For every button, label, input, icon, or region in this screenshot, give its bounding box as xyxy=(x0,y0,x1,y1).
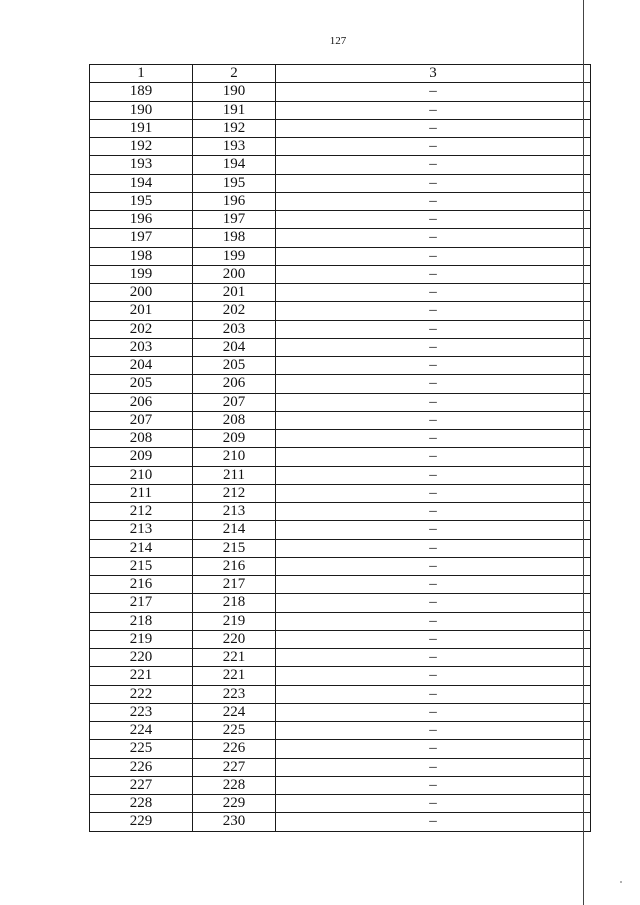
table-cell-col-3: – xyxy=(276,667,591,685)
table-cell-col-2: 224 xyxy=(193,703,276,721)
table-row xyxy=(90,667,591,685)
table-cell-col-2: 200 xyxy=(193,265,276,283)
table-cell-col-3: – xyxy=(276,448,591,466)
table-cell-col-2: 228 xyxy=(193,776,276,794)
table-cell-col-3: – xyxy=(276,612,591,630)
table-row xyxy=(90,393,591,411)
table-cell-col-2: 221 xyxy=(193,649,276,667)
table-cell-col-1: 220 xyxy=(90,649,193,667)
table-cell-col-3: – xyxy=(276,503,591,521)
table-row xyxy=(90,174,591,192)
table-row xyxy=(90,594,591,612)
table-row xyxy=(90,649,591,667)
table-cell-col-2: 217 xyxy=(193,576,276,594)
table-row xyxy=(90,211,591,229)
table-row xyxy=(90,375,591,393)
table-cell-col-1: 214 xyxy=(90,539,193,557)
table-cell-col-2: 213 xyxy=(193,503,276,521)
table-cell-col-3: – xyxy=(276,302,591,320)
table-cell-col-3: – xyxy=(276,411,591,429)
table-cell-col-1: 209 xyxy=(90,448,193,466)
column-header-1: 1 xyxy=(90,65,193,83)
table-cell-col-3: – xyxy=(276,320,591,338)
table-row xyxy=(90,722,591,740)
table-row xyxy=(90,229,591,247)
table-cell-col-2: 212 xyxy=(193,484,276,502)
table-cell-col-1: 219 xyxy=(90,630,193,648)
table-cell-col-3: – xyxy=(276,393,591,411)
table-cell-col-1: 210 xyxy=(90,466,193,484)
table-cell-col-1: 224 xyxy=(90,722,193,740)
table-cell-col-1: 216 xyxy=(90,576,193,594)
table-cell-col-2: 216 xyxy=(193,557,276,575)
table-cell-col-1: 212 xyxy=(90,503,193,521)
table-cell-col-1: 196 xyxy=(90,211,193,229)
table-cell-col-1: 199 xyxy=(90,265,193,283)
table-cell-col-1: 204 xyxy=(90,357,193,375)
table-cell-col-1: 200 xyxy=(90,284,193,302)
table-cell-col-2: 204 xyxy=(193,338,276,356)
table-row xyxy=(90,758,591,776)
table-row xyxy=(90,338,591,356)
table-cell-col-1: 227 xyxy=(90,776,193,794)
table-cell-col-1: 195 xyxy=(90,192,193,210)
table-cell-col-2: 207 xyxy=(193,393,276,411)
table-row xyxy=(90,813,591,831)
table-cell-col-2: 197 xyxy=(193,211,276,229)
table-row xyxy=(90,156,591,174)
table-cell-col-3: – xyxy=(276,466,591,484)
table-cell-col-1: 217 xyxy=(90,594,193,612)
table-row xyxy=(90,703,591,721)
table-row xyxy=(90,192,591,210)
table-cell-col-3: – xyxy=(276,338,591,356)
table-cell-col-2: 221 xyxy=(193,667,276,685)
table-cell-col-3: – xyxy=(276,649,591,667)
table-cell-col-3: – xyxy=(276,192,591,210)
table-cell-col-3: – xyxy=(276,521,591,539)
table-cell-col-3: – xyxy=(276,594,591,612)
table-cell-col-2: 230 xyxy=(193,813,276,831)
table-body xyxy=(90,65,591,832)
table-cell-col-1: 197 xyxy=(90,229,193,247)
table-cell-col-2: 220 xyxy=(193,630,276,648)
table-cell-col-3: – xyxy=(276,174,591,192)
table-cell-col-3: – xyxy=(276,557,591,575)
table-cell-col-2: 193 xyxy=(193,138,276,156)
table-cell-col-2: 198 xyxy=(193,229,276,247)
table-cell-col-2: 229 xyxy=(193,795,276,813)
scan-speck xyxy=(620,881,622,883)
table-cell-col-1: 191 xyxy=(90,119,193,137)
table-cell-col-3: – xyxy=(276,375,591,393)
table-row xyxy=(90,484,591,502)
table-cell-col-2: 192 xyxy=(193,119,276,137)
table-row xyxy=(90,83,591,101)
table-cell-col-2: 194 xyxy=(193,156,276,174)
table-cell-col-1: 226 xyxy=(90,758,193,776)
table-row xyxy=(90,247,591,265)
table-cell-col-3: – xyxy=(276,758,591,776)
table-cell-col-2: 215 xyxy=(193,539,276,557)
table-cell-col-3: – xyxy=(276,229,591,247)
table-row xyxy=(90,320,591,338)
table-row xyxy=(90,357,591,375)
scan-edge-line xyxy=(583,0,584,905)
table-row xyxy=(90,411,591,429)
table-cell-col-2: 206 xyxy=(193,375,276,393)
table-cell-col-2: 209 xyxy=(193,430,276,448)
table-cell-col-2: 210 xyxy=(193,448,276,466)
table-cell-col-2: 219 xyxy=(193,612,276,630)
table-cell-col-2: 214 xyxy=(193,521,276,539)
table-cell-col-1: 208 xyxy=(90,430,193,448)
table-row xyxy=(90,101,591,119)
table-cell-col-2: 199 xyxy=(193,247,276,265)
table-cell-col-1: 190 xyxy=(90,101,193,119)
table-row xyxy=(90,119,591,137)
table-cell-col-1: 215 xyxy=(90,557,193,575)
table-cell-col-2: 218 xyxy=(193,594,276,612)
page-number: 127 xyxy=(329,35,347,47)
table-cell-col-1: 225 xyxy=(90,740,193,758)
table-cell-col-3: – xyxy=(276,722,591,740)
table-cell-col-3: – xyxy=(276,284,591,302)
table-row xyxy=(90,630,591,648)
table-cell-col-2: 203 xyxy=(193,320,276,338)
table-row xyxy=(90,612,591,630)
table-cell-col-2: 223 xyxy=(193,685,276,703)
column-header-3: 3 xyxy=(276,65,591,83)
table-cell-col-3: – xyxy=(276,795,591,813)
table-cell-col-2: 211 xyxy=(193,466,276,484)
table-cell-col-2: 226 xyxy=(193,740,276,758)
table-cell-col-1: 221 xyxy=(90,667,193,685)
table-cell-col-1: 207 xyxy=(90,411,193,429)
table-cell-col-2: 201 xyxy=(193,284,276,302)
table-row xyxy=(90,284,591,302)
table-row xyxy=(90,740,591,758)
table-cell-col-2: 195 xyxy=(193,174,276,192)
table-cell-col-1: 218 xyxy=(90,612,193,630)
table-cell-col-3: – xyxy=(276,430,591,448)
table-cell-col-3: – xyxy=(276,156,591,174)
table-cell-col-2: 202 xyxy=(193,302,276,320)
table-cell-col-2: 225 xyxy=(193,722,276,740)
table-cell-col-3: – xyxy=(276,576,591,594)
table-cell-col-3: – xyxy=(276,265,591,283)
table-cell-col-3: – xyxy=(276,119,591,137)
table-cell-col-1: 213 xyxy=(90,521,193,539)
table-cell-col-3: – xyxy=(276,685,591,703)
table-row xyxy=(90,430,591,448)
table-row xyxy=(90,503,591,521)
table-row xyxy=(90,539,591,557)
table-row xyxy=(90,466,591,484)
table-cell-col-1: 206 xyxy=(90,393,193,411)
table-cell-col-1: 222 xyxy=(90,685,193,703)
table-cell-col-3: – xyxy=(276,776,591,794)
table-cell-col-3: – xyxy=(276,539,591,557)
table-cell-col-3: – xyxy=(276,813,591,831)
table-cell-col-1: 211 xyxy=(90,484,193,502)
table-cell-col-3: – xyxy=(276,83,591,101)
table-row xyxy=(90,795,591,813)
table-cell-col-2: 208 xyxy=(193,411,276,429)
column-header-2: 2 xyxy=(193,65,276,83)
table-row xyxy=(90,138,591,156)
table-row xyxy=(90,557,591,575)
table-cell-col-3: – xyxy=(276,138,591,156)
table-cell-col-1: 193 xyxy=(90,156,193,174)
table-cell-col-3: – xyxy=(276,211,591,229)
table-row xyxy=(90,265,591,283)
table-cell-col-1: 205 xyxy=(90,375,193,393)
table-cell-col-2: 205 xyxy=(193,357,276,375)
table-cell-col-3: – xyxy=(276,630,591,648)
table-cell-col-3: – xyxy=(276,247,591,265)
table-row xyxy=(90,302,591,320)
table-cell-col-1: 192 xyxy=(90,138,193,156)
table-cell-col-2: 190 xyxy=(193,83,276,101)
table-cell-col-1: 203 xyxy=(90,338,193,356)
table-cell-col-2: 196 xyxy=(193,192,276,210)
table-cell-col-2: 227 xyxy=(193,758,276,776)
table-cell-col-1: 198 xyxy=(90,247,193,265)
table-row xyxy=(90,776,591,794)
data-table xyxy=(89,64,591,832)
table-cell-col-3: – xyxy=(276,740,591,758)
table-row xyxy=(90,448,591,466)
table-cell-col-1: 223 xyxy=(90,703,193,721)
table-row xyxy=(90,521,591,539)
table-row xyxy=(90,576,591,594)
table-cell-col-1: 228 xyxy=(90,795,193,813)
table-cell-col-1: 202 xyxy=(90,320,193,338)
table-cell-col-3: – xyxy=(276,484,591,502)
table-header-row xyxy=(90,65,591,83)
table-cell-col-3: – xyxy=(276,703,591,721)
table-cell-col-3: – xyxy=(276,357,591,375)
table-row xyxy=(90,685,591,703)
table-cell-col-2: 191 xyxy=(193,101,276,119)
table-cell-col-3: – xyxy=(276,101,591,119)
table-cell-col-1: 194 xyxy=(90,174,193,192)
table-cell-col-1: 189 xyxy=(90,83,193,101)
table-cell-col-1: 229 xyxy=(90,813,193,831)
table-cell-col-1: 201 xyxy=(90,302,193,320)
